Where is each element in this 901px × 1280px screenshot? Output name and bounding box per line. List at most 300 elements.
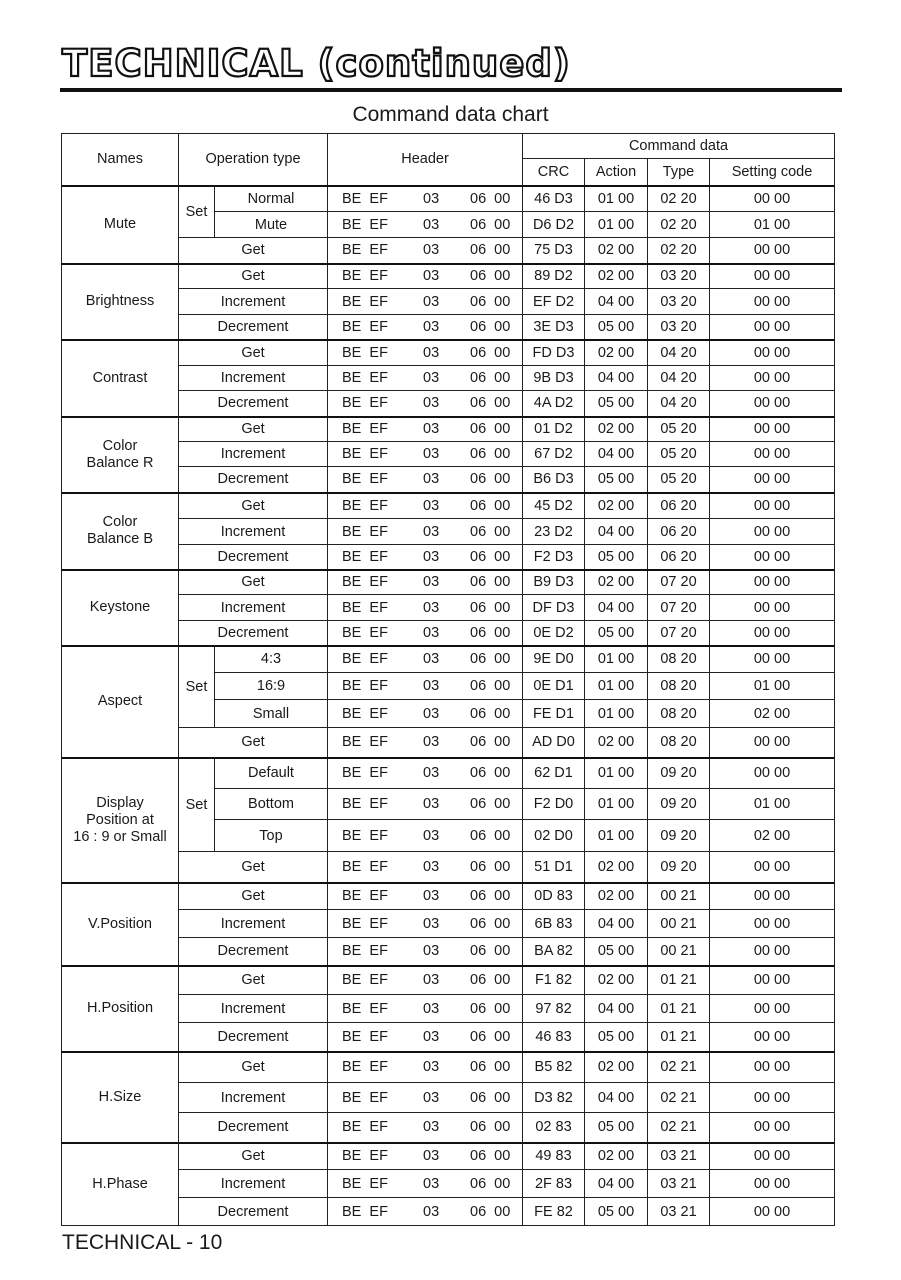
crc-column-header: CRC [523, 159, 585, 186]
type-cell: 01 21 [648, 995, 710, 1023]
crc-cell: 02 D0 [523, 820, 585, 852]
type-cell: 07 20 [648, 621, 710, 646]
crc-cell: D6 D2 [523, 212, 585, 238]
setting-code-cell: 00 00 [710, 1113, 835, 1143]
setting-code-cell: 00 00 [710, 938, 835, 966]
action-cell: 02 00 [585, 966, 648, 995]
header-byte: BE EF [342, 827, 388, 844]
header-byte: 03 [423, 1175, 440, 1192]
header-byte: 06 00 [470, 548, 511, 565]
crc-cell: 46 83 [523, 1023, 585, 1052]
header-cell [328, 391, 523, 417]
header-byte: 03 [423, 1148, 440, 1165]
type-cell: 07 20 [648, 595, 710, 621]
header-byte: BE EF [342, 268, 388, 285]
type-cell: 02 20 [648, 186, 710, 212]
header-cell [328, 212, 523, 238]
header-cell [328, 1113, 523, 1143]
type-cell: 00 21 [648, 938, 710, 966]
setting-code-cell: 00 00 [710, 238, 835, 264]
setting-code-cell: 00 00 [710, 391, 835, 417]
header-byte: 03 [423, 548, 440, 565]
table-row [62, 493, 835, 519]
header-byte: BE EF [342, 344, 388, 361]
command-name-cell: V.Position [62, 883, 179, 966]
operation-cell: Default [215, 758, 328, 789]
header-byte: BE EF [342, 734, 388, 751]
header-byte: 06 00 [470, 1028, 511, 1045]
action-cell: 02 00 [585, 493, 648, 519]
crc-cell: FE 82 [523, 1198, 585, 1226]
header-byte: BE EF [342, 651, 388, 668]
crc-cell: D3 82 [523, 1083, 585, 1113]
type-cell: 05 20 [648, 467, 710, 493]
setting-code-cell: 00 00 [710, 1198, 835, 1226]
operation-cell: Decrement [179, 938, 328, 966]
header-cell [328, 883, 523, 910]
operation-cell: Decrement [179, 315, 328, 340]
header-cell [328, 1198, 523, 1226]
action-cell: 01 00 [585, 700, 648, 728]
header-byte: 06 00 [470, 421, 511, 438]
header-byte: 03 [423, 943, 440, 960]
header-byte: BE EF [342, 796, 388, 812]
operation-cell: Increment [179, 995, 328, 1023]
crc-cell: F2 D0 [523, 789, 585, 820]
operation-cell: Get [179, 264, 328, 289]
header-byte: 06 00 [470, 1148, 511, 1165]
operation-cell: Get [179, 728, 328, 758]
header-byte: BE EF [342, 915, 388, 932]
header-byte: 03 [423, 858, 440, 875]
header-byte: 06 00 [470, 972, 511, 989]
operation-cell: Increment [179, 1170, 328, 1198]
header-cell [328, 417, 523, 442]
header-byte: 03 [423, 915, 440, 932]
chart-caption: Command data chart [352, 103, 549, 126]
header-byte: BE EF [342, 1203, 388, 1220]
header-byte: 06 00 [470, 734, 511, 751]
crc-cell: 49 83 [523, 1143, 585, 1170]
command-group [62, 493, 835, 570]
type-cell: 03 21 [648, 1198, 710, 1226]
header-byte: BE EF [342, 523, 388, 540]
header-byte: 03 [423, 765, 440, 782]
header-byte: 03 [423, 678, 440, 694]
command-group [62, 417, 835, 493]
header-byte: 06 00 [470, 765, 511, 782]
header-byte: 03 [423, 1000, 440, 1017]
command-name-cell: Brightness [62, 264, 179, 340]
header-byte: 06 00 [470, 1000, 511, 1017]
operation-cell: Get [179, 340, 328, 366]
setting-code-cell: 00 00 [710, 417, 835, 442]
operation-cell: Get [179, 238, 328, 264]
header-byte: BE EF [342, 1175, 388, 1192]
type-cell: 07 20 [648, 570, 710, 595]
action-cell: 05 00 [585, 467, 648, 493]
action-cell: 02 00 [585, 264, 648, 289]
header-byte: BE EF [342, 765, 388, 782]
crc-cell: EF D2 [523, 289, 585, 315]
set-label-cell: Set [179, 186, 215, 238]
header-byte: 06 00 [470, 190, 511, 207]
header-cell [328, 570, 523, 595]
crc-cell: 97 82 [523, 995, 585, 1023]
crc-cell: 02 83 [523, 1113, 585, 1143]
operation-cell: Get [179, 417, 328, 442]
command-group [62, 1143, 835, 1226]
operation-cell: Decrement [179, 621, 328, 646]
header-cell [328, 1052, 523, 1083]
setting-code-cell: 00 00 [710, 1023, 835, 1052]
header-byte: BE EF [342, 1059, 388, 1076]
header-byte: BE EF [342, 972, 388, 989]
header-cell [328, 186, 523, 212]
action-cell: 04 00 [585, 1083, 648, 1113]
action-cell: 05 00 [585, 1113, 648, 1143]
header-byte: 03 [423, 523, 440, 540]
action-cell: 04 00 [585, 289, 648, 315]
setting-code-cell: 00 00 [710, 1052, 835, 1083]
header-cell [328, 315, 523, 340]
operation-cell: Increment [179, 442, 328, 467]
set-label-cell: Set [179, 758, 215, 852]
type-cell: 06 20 [648, 493, 710, 519]
crc-cell: F2 D3 [523, 545, 585, 570]
crc-cell: 62 D1 [523, 758, 585, 789]
setting-code-cell: 02 00 [710, 820, 835, 852]
action-cell: 04 00 [585, 366, 648, 391]
header-byte: BE EF [342, 421, 388, 438]
command-name-cell: Color Balance B [62, 493, 179, 570]
crc-cell: DF D3 [523, 595, 585, 621]
header-byte: 06 00 [470, 1119, 511, 1136]
header-cell [328, 545, 523, 570]
header-byte: 06 00 [470, 268, 511, 285]
operation-cell: Decrement [179, 1198, 328, 1226]
header-byte: 03 [423, 1203, 440, 1220]
setting-code-column-header: Setting code [710, 159, 835, 186]
setting-code-cell: 00 00 [710, 264, 835, 289]
header-byte: 06 00 [470, 471, 511, 488]
type-cell: 03 21 [648, 1170, 710, 1198]
action-cell: 05 00 [585, 938, 648, 966]
setting-code-cell: 00 00 [710, 519, 835, 545]
heading-rule [60, 88, 842, 92]
command-group [62, 646, 835, 758]
header-byte: 06 00 [470, 599, 511, 616]
type-cell: 01 21 [648, 1023, 710, 1052]
type-cell: 03 20 [648, 264, 710, 289]
header-byte: 06 00 [470, 858, 511, 875]
action-cell: 02 00 [585, 417, 648, 442]
type-cell: 02 21 [648, 1113, 710, 1143]
type-cell: 04 20 [648, 366, 710, 391]
operation-cell: 4:3 [215, 646, 328, 673]
header-cell [328, 1143, 523, 1170]
type-cell: 06 20 [648, 545, 710, 570]
header-byte: BE EF [342, 1028, 388, 1045]
type-cell: 08 20 [648, 728, 710, 758]
header-byte: BE EF [342, 624, 388, 641]
table-row [62, 570, 835, 595]
header-byte: 06 00 [470, 344, 511, 361]
table-row [62, 646, 835, 673]
setting-code-cell: 00 00 [710, 1083, 835, 1113]
table-row [62, 758, 835, 789]
header-cell [328, 910, 523, 938]
header-byte: 06 00 [470, 523, 511, 540]
header-byte: 06 00 [470, 1175, 511, 1192]
crc-cell: 3E D3 [523, 315, 585, 340]
header-byte: BE EF [342, 548, 388, 565]
header-byte: 03 [423, 796, 440, 812]
crc-cell: 2F 83 [523, 1170, 585, 1198]
header-cell [328, 467, 523, 493]
operation-cell: Decrement [179, 391, 328, 417]
header-byte: BE EF [342, 1089, 388, 1106]
header-cell [328, 758, 523, 789]
header-cell [328, 238, 523, 264]
header-byte: 03 [423, 370, 440, 386]
header-cell [328, 966, 523, 995]
crc-cell: 89 D2 [523, 264, 585, 289]
header-byte: 03 [423, 268, 440, 285]
header-cell [328, 938, 523, 966]
set-label-cell: Set [179, 646, 215, 728]
setting-code-cell: 01 00 [710, 789, 835, 820]
page-heading: TECHNICAL (continued) [62, 42, 571, 85]
command-data-column-header: Command data [523, 134, 835, 159]
command-group [62, 1052, 835, 1143]
header-byte: BE EF [342, 446, 388, 462]
operation-cell: Get [179, 493, 328, 519]
operation-cell: Decrement [179, 467, 328, 493]
header-cell [328, 789, 523, 820]
action-cell: 01 00 [585, 789, 648, 820]
crc-cell: FD D3 [523, 340, 585, 366]
command-group [62, 340, 835, 417]
type-cell: 09 20 [648, 852, 710, 883]
type-cell: 08 20 [648, 700, 710, 728]
header-byte: 06 00 [470, 574, 511, 591]
header-byte: 06 00 [470, 293, 511, 310]
crc-cell: 46 D3 [523, 186, 585, 212]
header-column-header: Header [328, 134, 523, 186]
header-byte: 06 00 [470, 915, 511, 932]
header-byte: BE EF [342, 599, 388, 616]
header-cell [328, 442, 523, 467]
header-byte: 03 [423, 705, 440, 722]
operation-cell: Bottom [215, 789, 328, 820]
header-cell [328, 852, 523, 883]
action-cell: 02 00 [585, 340, 648, 366]
action-cell: 04 00 [585, 910, 648, 938]
setting-code-cell: 00 00 [710, 340, 835, 366]
type-cell: 02 20 [648, 238, 710, 264]
operation-cell: Decrement [179, 545, 328, 570]
setting-code-cell: 02 00 [710, 700, 835, 728]
type-cell: 04 20 [648, 340, 710, 366]
names-column-header: Names [62, 134, 179, 186]
operation-cell: Get [179, 1143, 328, 1170]
type-column-header: Type [648, 159, 710, 186]
action-cell: 02 00 [585, 1143, 648, 1170]
command-name-cell: H.Phase [62, 1143, 179, 1226]
header-byte: BE EF [342, 318, 388, 335]
operation-cell: 16:9 [215, 673, 328, 700]
header-byte: 06 00 [470, 827, 511, 844]
operation-cell: Mute [215, 212, 328, 238]
header-cell [328, 1083, 523, 1113]
header-byte: 06 00 [470, 651, 511, 668]
crc-cell: 0E D2 [523, 621, 585, 646]
header-byte: 06 00 [470, 943, 511, 960]
crc-cell: AD D0 [523, 728, 585, 758]
operation-cell: Get [179, 1052, 328, 1083]
action-cell: 01 00 [585, 646, 648, 673]
header-byte: 03 [423, 395, 440, 412]
header-byte: BE EF [342, 1148, 388, 1165]
operation-type-column-header: Operation type [179, 134, 328, 186]
header-byte: BE EF [342, 190, 388, 207]
action-cell: 01 00 [585, 758, 648, 789]
command-group [62, 758, 835, 883]
header-cell [328, 728, 523, 758]
operation-cell: Increment [179, 519, 328, 545]
setting-code-cell: 00 00 [710, 995, 835, 1023]
command-name-cell: Mute [62, 186, 179, 264]
operation-cell: Increment [179, 910, 328, 938]
setting-code-cell: 00 00 [710, 186, 835, 212]
setting-code-cell: 00 00 [710, 467, 835, 493]
table-row [62, 340, 835, 366]
command-group [62, 570, 835, 646]
header-byte: 03 [423, 344, 440, 361]
setting-code-cell: 00 00 [710, 1143, 835, 1170]
type-cell: 02 21 [648, 1052, 710, 1083]
action-cell: 05 00 [585, 545, 648, 570]
command-group [62, 186, 835, 264]
crc-cell: 01 D2 [523, 417, 585, 442]
operation-cell: Increment [179, 1083, 328, 1113]
header-cell [328, 595, 523, 621]
table-row [62, 264, 835, 289]
command-data-table [61, 133, 835, 1226]
type-cell: 06 20 [648, 519, 710, 545]
header-cell [328, 1170, 523, 1198]
header-byte: 03 [423, 446, 440, 462]
operation-cell: Small [215, 700, 328, 728]
header-byte: 03 [423, 972, 440, 989]
crc-cell: 23 D2 [523, 519, 585, 545]
crc-cell: BA 82 [523, 938, 585, 966]
type-cell: 08 20 [648, 673, 710, 700]
type-cell: 09 20 [648, 820, 710, 852]
header-byte: 03 [423, 734, 440, 751]
header-cell [328, 264, 523, 289]
command-name-cell: H.Position [62, 966, 179, 1052]
header-byte: BE EF [342, 497, 388, 514]
action-cell: 04 00 [585, 442, 648, 467]
header-byte: BE EF [342, 216, 388, 233]
header-byte: 03 [423, 651, 440, 668]
type-cell: 03 20 [648, 289, 710, 315]
table-row [62, 186, 835, 212]
action-cell: 01 00 [585, 212, 648, 238]
setting-code-cell: 01 00 [710, 673, 835, 700]
command-group [62, 264, 835, 340]
type-cell: 00 21 [648, 883, 710, 910]
crc-cell: 9E D0 [523, 646, 585, 673]
header-byte: 06 00 [470, 678, 511, 694]
operation-cell: Normal [215, 186, 328, 212]
action-cell: 05 00 [585, 1023, 648, 1052]
command-group [62, 966, 835, 1052]
header-byte: 06 00 [470, 370, 511, 386]
operation-cell: Top [215, 820, 328, 852]
crc-cell: 75 D3 [523, 238, 585, 264]
action-cell: 02 00 [585, 883, 648, 910]
action-cell: 05 00 [585, 391, 648, 417]
crc-cell: 67 D2 [523, 442, 585, 467]
header-byte: 03 [423, 318, 440, 335]
header-byte: 06 00 [470, 1059, 511, 1076]
header-byte: 03 [423, 293, 440, 310]
crc-cell: 4A D2 [523, 391, 585, 417]
setting-code-cell: 00 00 [710, 910, 835, 938]
header-byte: 06 00 [470, 624, 511, 641]
header-cell [328, 995, 523, 1023]
action-cell: 05 00 [585, 1198, 648, 1226]
crc-cell: B6 D3 [523, 467, 585, 493]
setting-code-cell: 00 00 [710, 315, 835, 340]
action-cell: 05 00 [585, 315, 648, 340]
type-cell: 03 20 [648, 315, 710, 340]
header-byte: 03 [423, 1119, 440, 1136]
header-byte: 06 00 [470, 318, 511, 335]
action-cell: 04 00 [585, 519, 648, 545]
crc-cell: 0D 83 [523, 883, 585, 910]
header-byte: BE EF [342, 943, 388, 960]
header-cell [328, 1023, 523, 1052]
action-cell: 02 00 [585, 852, 648, 883]
command-name-cell: Display Position at 16 : 9 or Small [62, 758, 179, 883]
setting-code-cell: 00 00 [710, 1170, 835, 1198]
header-byte: BE EF [342, 242, 388, 259]
crc-cell: 0E D1 [523, 673, 585, 700]
type-cell: 02 21 [648, 1083, 710, 1113]
type-cell: 00 21 [648, 910, 710, 938]
setting-code-cell: 01 00 [710, 212, 835, 238]
operation-cell: Increment [179, 289, 328, 315]
operation-cell: Increment [179, 366, 328, 391]
command-name-cell: H.Size [62, 1052, 179, 1143]
crc-cell: F1 82 [523, 966, 585, 995]
type-cell: 03 21 [648, 1143, 710, 1170]
header-cell [328, 700, 523, 728]
operation-cell: Decrement [179, 1023, 328, 1052]
type-cell: 04 20 [648, 391, 710, 417]
type-cell: 05 20 [648, 442, 710, 467]
table-header [62, 134, 835, 186]
setting-code-cell: 00 00 [710, 366, 835, 391]
type-cell: 05 20 [648, 417, 710, 442]
type-cell: 08 20 [648, 646, 710, 673]
operation-cell: Get [179, 570, 328, 595]
table-row [62, 417, 835, 442]
